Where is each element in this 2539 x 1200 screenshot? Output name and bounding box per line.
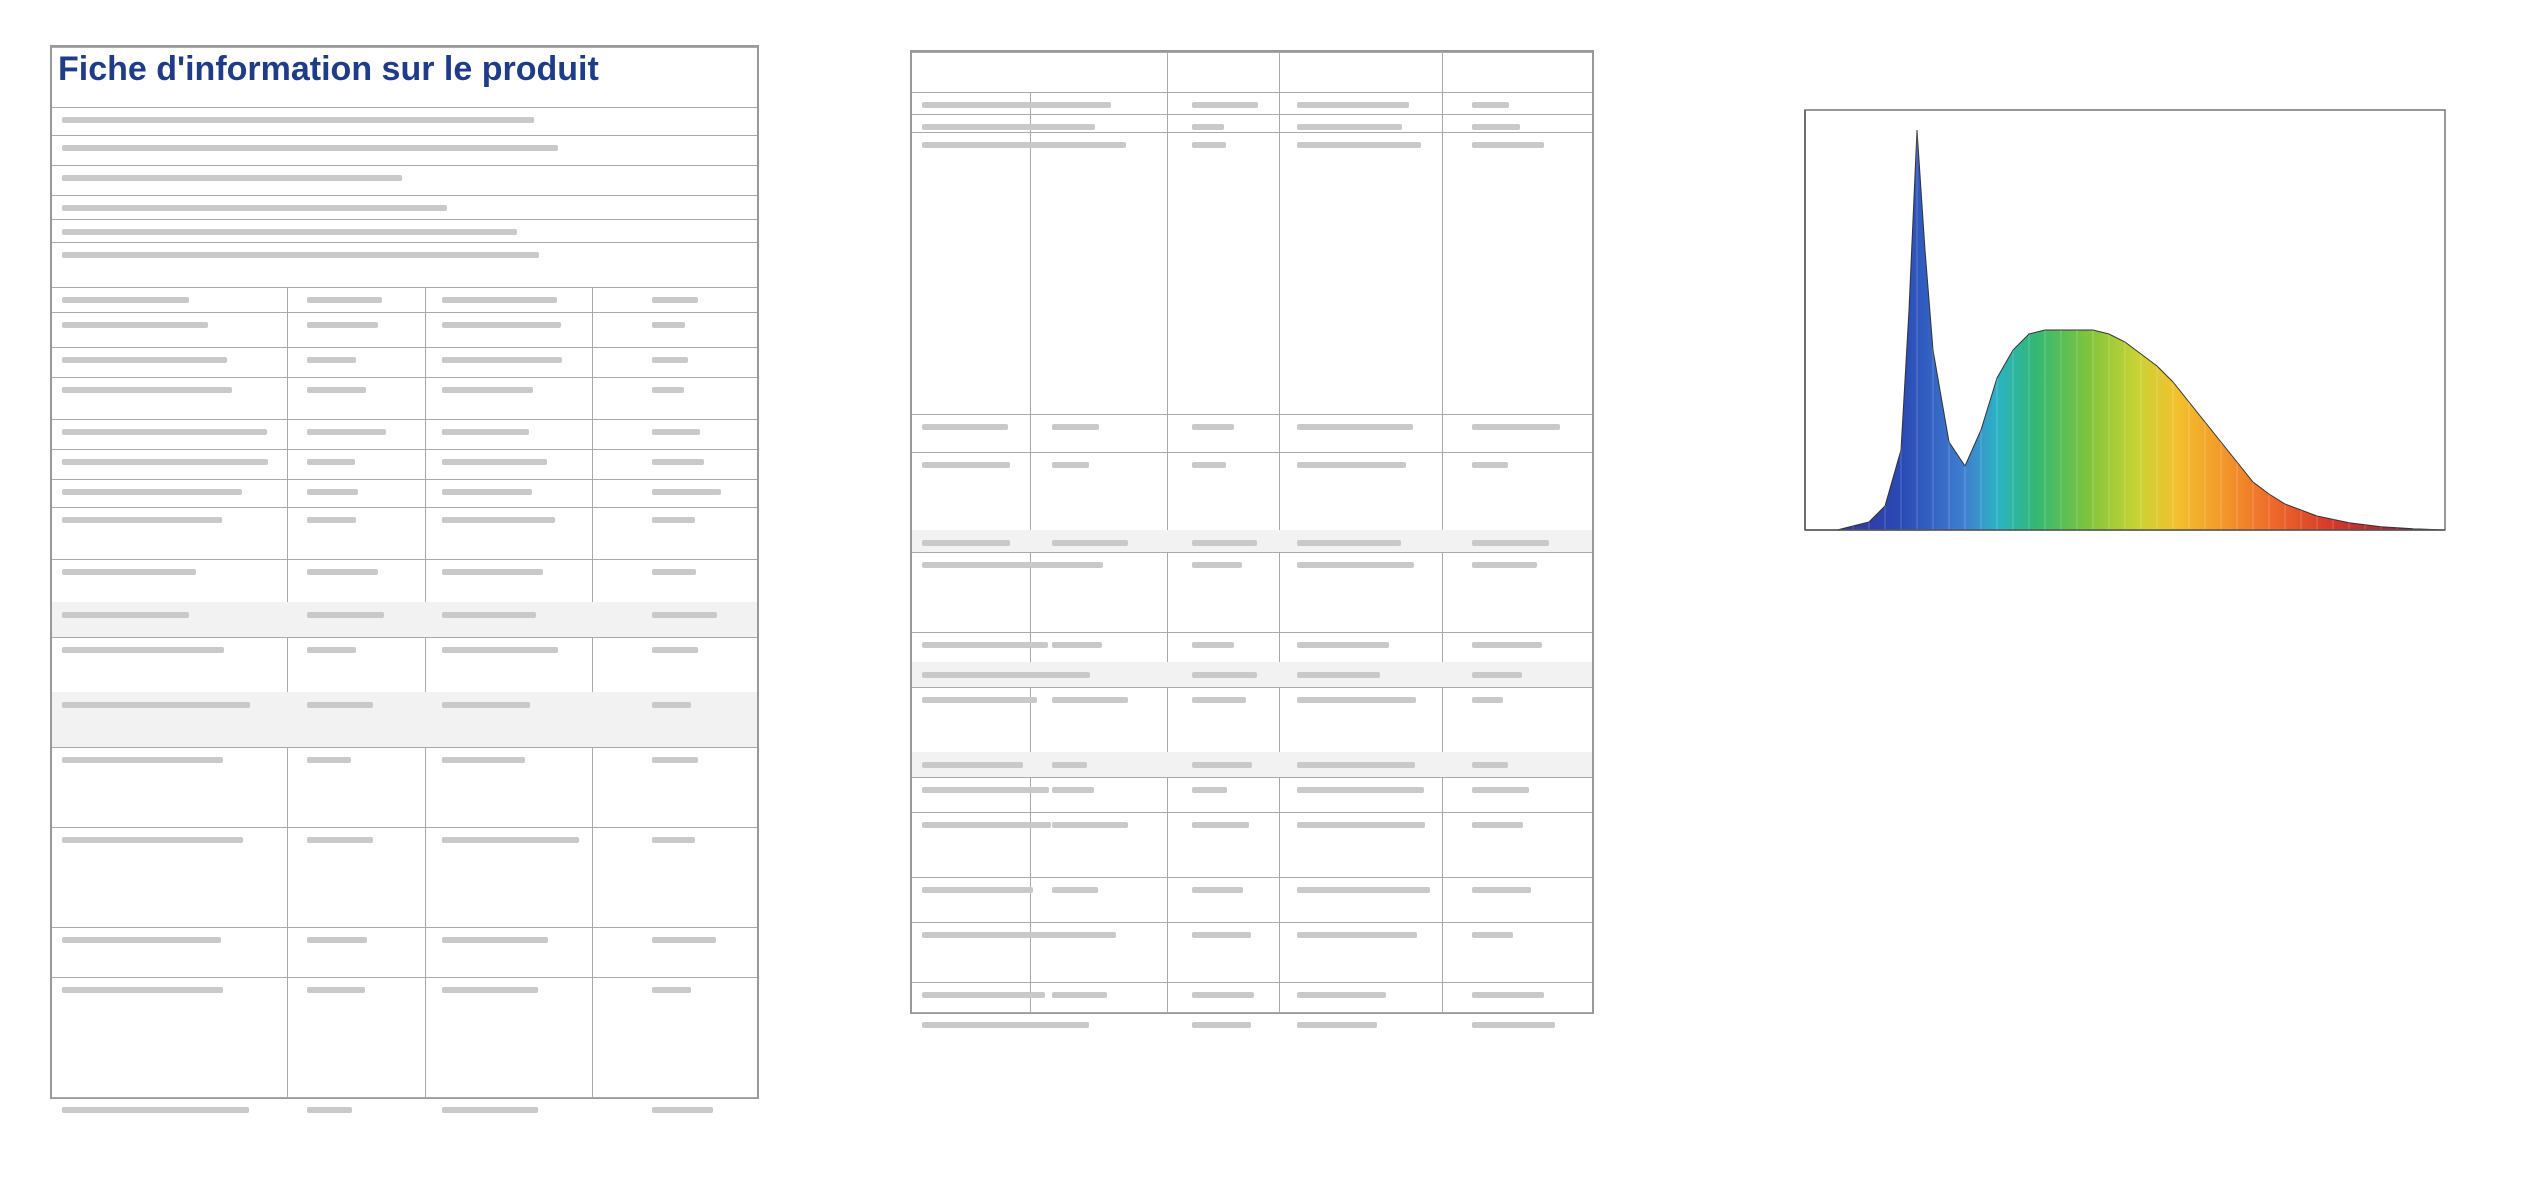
- placeholder-text-line: [442, 612, 536, 618]
- table-row-line: [52, 287, 757, 288]
- table-row-line: [912, 132, 1592, 133]
- placeholder-text-line: [442, 322, 561, 328]
- placeholder-text-line: [922, 787, 1049, 793]
- placeholder-text-line: [1297, 887, 1430, 893]
- placeholder-text-line: [652, 569, 696, 575]
- placeholder-text-line: [1052, 462, 1089, 468]
- table-row-line: [52, 419, 757, 420]
- placeholder-text-line: [1052, 887, 1098, 893]
- placeholder-text-line: [652, 429, 700, 435]
- placeholder-text-line: [652, 489, 721, 495]
- placeholder-text-line: [62, 252, 539, 258]
- placeholder-text-line: [652, 357, 688, 363]
- spectral-distribution-chart: [1790, 105, 2450, 545]
- placeholder-text-line: [1192, 932, 1251, 938]
- table-row-line: [912, 114, 1592, 115]
- placeholder-text-line: [442, 297, 557, 303]
- placeholder-text-line: [922, 142, 1073, 148]
- placeholder-text-line: [307, 1107, 352, 1113]
- placeholder-text-line: [922, 992, 1045, 998]
- placeholder-text-line: [1052, 540, 1128, 546]
- placeholder-text-line: [1297, 697, 1416, 703]
- placeholder-text-line: [1052, 1022, 1089, 1028]
- placeholder-text-line: [62, 612, 189, 618]
- placeholder-text-line: [1192, 562, 1242, 568]
- placeholder-text-line: [62, 489, 242, 495]
- placeholder-text-line: [307, 837, 373, 843]
- placeholder-text-line: [1472, 462, 1508, 468]
- placeholder-text-line: [652, 517, 695, 523]
- placeholder-text-line: [1052, 142, 1126, 148]
- placeholder-text-line: [307, 647, 356, 653]
- table-row-line: [912, 922, 1592, 923]
- placeholder-text-line: [442, 569, 543, 575]
- document-page-1: [0, 0, 780, 1200]
- placeholder-text-line: [1192, 887, 1243, 893]
- placeholder-text-line: [1052, 102, 1111, 108]
- placeholder-text-line: [1472, 1022, 1555, 1028]
- placeholder-text-line: [442, 387, 533, 393]
- placeholder-text-line: [1472, 672, 1522, 678]
- product-parameters-table: [910, 50, 1594, 1014]
- placeholder-text-line: [1297, 932, 1417, 938]
- placeholder-text-line: [1192, 697, 1246, 703]
- placeholder-text-line: [1297, 102, 1409, 108]
- placeholder-text-line: [442, 937, 548, 943]
- placeholder-text-line: [1052, 562, 1103, 568]
- table-row-line: [52, 219, 757, 220]
- table-row-line: [52, 1097, 757, 1098]
- placeholder-text-line: [652, 297, 698, 303]
- placeholder-text-line: [1297, 540, 1401, 546]
- placeholder-text-line: [1472, 642, 1542, 648]
- placeholder-text-line: [652, 757, 698, 763]
- placeholder-text-line: [442, 987, 538, 993]
- table-row-line: [52, 559, 757, 560]
- placeholder-text-line: [922, 762, 1023, 768]
- placeholder-text-line: [652, 702, 691, 708]
- table-row-line: [52, 312, 757, 313]
- placeholder-text-line: [1297, 762, 1415, 768]
- table-row-line: [52, 47, 757, 48]
- placeholder-text-line: [922, 462, 1010, 468]
- placeholder-text-line: [62, 837, 243, 843]
- table-row-line: [912, 452, 1592, 453]
- placeholder-text-line: [652, 322, 685, 328]
- placeholder-text-line: [1052, 697, 1128, 703]
- placeholder-text-line: [62, 647, 224, 653]
- placeholder-text-line: [307, 322, 378, 328]
- placeholder-text-line: [922, 642, 1048, 648]
- product-info-table: [50, 45, 759, 1099]
- placeholder-text-line: [62, 175, 402, 181]
- placeholder-text-line: [1472, 424, 1560, 430]
- placeholder-text-line: [652, 837, 695, 843]
- table-row-line: [912, 52, 1592, 53]
- placeholder-text-line: [922, 697, 1037, 703]
- placeholder-text-line: [1472, 142, 1544, 148]
- placeholder-text-line: [1052, 787, 1094, 793]
- placeholder-text-line: [1192, 672, 1257, 678]
- placeholder-text-line: [652, 612, 717, 618]
- table-row-line: [912, 552, 1592, 553]
- table-row-line: [912, 982, 1592, 983]
- placeholder-text-line: [1192, 787, 1227, 793]
- placeholder-text-line: [1192, 1022, 1251, 1028]
- placeholder-text-line: [652, 1107, 713, 1113]
- placeholder-text-line: [442, 1107, 538, 1113]
- placeholder-text-line: [62, 387, 232, 393]
- placeholder-text-line: [62, 987, 223, 993]
- placeholder-text-line: [1472, 762, 1508, 768]
- placeholder-text-line: [1472, 887, 1531, 893]
- table-row-line: [52, 195, 757, 196]
- placeholder-text-line: [1297, 424, 1413, 430]
- table-row-line: [52, 242, 757, 243]
- placeholder-text-line: [442, 647, 558, 653]
- placeholder-text-line: [1472, 822, 1523, 828]
- placeholder-text-line: [1192, 992, 1254, 998]
- placeholder-text-line: [1052, 992, 1107, 998]
- placeholder-text-line: [62, 459, 268, 465]
- placeholder-text-line: [1297, 562, 1414, 568]
- placeholder-text-line: [62, 702, 250, 708]
- placeholder-text-line: [442, 357, 562, 363]
- placeholder-text-line: [62, 205, 447, 211]
- table-row-line: [52, 479, 757, 480]
- placeholder-text-line: [442, 429, 529, 435]
- placeholder-text-line: [1472, 124, 1520, 130]
- placeholder-text-line: [442, 459, 547, 465]
- placeholder-text-line: [62, 937, 221, 943]
- placeholder-text-line: [1052, 642, 1102, 648]
- table-row-line: [52, 165, 757, 166]
- placeholder-text-line: [652, 647, 698, 653]
- placeholder-text-line: [922, 540, 1010, 546]
- placeholder-text-line: [62, 297, 189, 303]
- placeholder-text-line: [307, 569, 378, 575]
- placeholder-text-line: [307, 987, 365, 993]
- placeholder-text-line: [1297, 992, 1386, 998]
- placeholder-text-line: [307, 702, 373, 708]
- placeholder-text-line: [1192, 762, 1252, 768]
- placeholder-text-line: [1192, 540, 1257, 546]
- placeholder-text-line: [1192, 822, 1249, 828]
- placeholder-text-line: [1472, 932, 1513, 938]
- table-row-line: [912, 777, 1592, 778]
- placeholder-text-line: [1192, 462, 1226, 468]
- placeholder-text-line: [62, 322, 208, 328]
- placeholder-text-line: [442, 517, 555, 523]
- placeholder-text-line: [1472, 787, 1529, 793]
- placeholder-text-line: [652, 387, 684, 393]
- table-row-line: [52, 827, 757, 828]
- table-row-line: [52, 377, 757, 378]
- table-section-band: [52, 602, 757, 637]
- table-row-line: [52, 927, 757, 928]
- placeholder-text-line: [307, 459, 355, 465]
- placeholder-text-line: [652, 987, 691, 993]
- placeholder-text-line: [1297, 672, 1380, 678]
- placeholder-text-line: [1472, 540, 1549, 546]
- placeholder-text-line: [1192, 142, 1226, 148]
- table-row-line: [912, 632, 1592, 633]
- table-row-line: [52, 507, 757, 508]
- table-row-line: [52, 347, 757, 348]
- placeholder-text-line: [307, 387, 366, 393]
- placeholder-text-line: [1052, 124, 1095, 130]
- placeholder-text-line: [62, 429, 267, 435]
- placeholder-text-line: [1052, 822, 1128, 828]
- placeholder-text-line: [307, 357, 356, 363]
- placeholder-text-line: [922, 102, 1068, 108]
- placeholder-text-line: [1297, 124, 1402, 130]
- placeholder-text-line: [1297, 642, 1389, 648]
- placeholder-text-line: [307, 297, 382, 303]
- placeholder-text-line: [922, 822, 1051, 828]
- table-row-line: [52, 449, 757, 450]
- placeholder-text-line: [307, 937, 367, 943]
- placeholder-text-line: [307, 429, 386, 435]
- placeholder-text-line: [62, 357, 227, 363]
- table-row-line: [912, 687, 1592, 688]
- table-row-line: [912, 414, 1592, 415]
- placeholder-text-line: [62, 1107, 249, 1113]
- placeholder-text-line: [307, 612, 384, 618]
- table-row-line: [912, 812, 1592, 813]
- placeholder-text-line: [442, 489, 532, 495]
- table-col-line: [1030, 92, 1031, 1012]
- placeholder-text-line: [442, 757, 525, 763]
- placeholder-text-line: [1297, 822, 1425, 828]
- table-row-line: [52, 747, 757, 748]
- placeholder-text-line: [1472, 697, 1503, 703]
- placeholder-text-line: [1052, 424, 1099, 430]
- placeholder-text-line: [1472, 102, 1509, 108]
- table-row-line: [52, 107, 757, 108]
- placeholder-text-line: [307, 517, 356, 523]
- table-section-band: [52, 692, 757, 747]
- placeholder-text-line: [307, 757, 351, 763]
- placeholder-text-line: [62, 569, 196, 575]
- placeholder-text-line: [652, 459, 704, 465]
- table-row-line: [912, 1012, 1592, 1013]
- placeholder-text-line: [1192, 642, 1234, 648]
- placeholder-text-line: [652, 937, 716, 943]
- placeholder-text-line: [442, 837, 579, 843]
- table-row-line: [52, 977, 757, 978]
- document-title: Fiche d'information sur le produit: [58, 50, 599, 88]
- placeholder-text-line: [1297, 142, 1421, 148]
- placeholder-text-line: [1052, 672, 1082, 678]
- placeholder-text-line: [62, 229, 517, 235]
- document-page-2: [880, 0, 1660, 1200]
- placeholder-text-line: [922, 424, 1008, 430]
- placeholder-text-line: [1192, 124, 1224, 130]
- placeholder-text-line: [307, 489, 358, 495]
- placeholder-text-line: [62, 757, 223, 763]
- placeholder-text-line: [1472, 992, 1544, 998]
- placeholder-text-line: [62, 117, 534, 123]
- placeholder-text-line: [1192, 424, 1234, 430]
- placeholder-text-line: [1192, 102, 1258, 108]
- placeholder-text-line: [1472, 562, 1537, 568]
- placeholder-text-line: [442, 702, 530, 708]
- table-row-line: [912, 877, 1592, 878]
- placeholder-text-line: [1297, 1022, 1377, 1028]
- placeholder-text-line: [1297, 787, 1424, 793]
- table-row-line: [52, 135, 757, 136]
- placeholder-text-line: [62, 517, 222, 523]
- placeholder-text-line: [1297, 462, 1406, 468]
- placeholder-text-line: [1052, 762, 1087, 768]
- placeholder-text-line: [922, 887, 1033, 893]
- placeholder-text-line: [62, 145, 558, 151]
- table-row-line: [912, 92, 1592, 93]
- placeholder-text-line: [1052, 932, 1116, 938]
- table-row-line: [52, 637, 757, 638]
